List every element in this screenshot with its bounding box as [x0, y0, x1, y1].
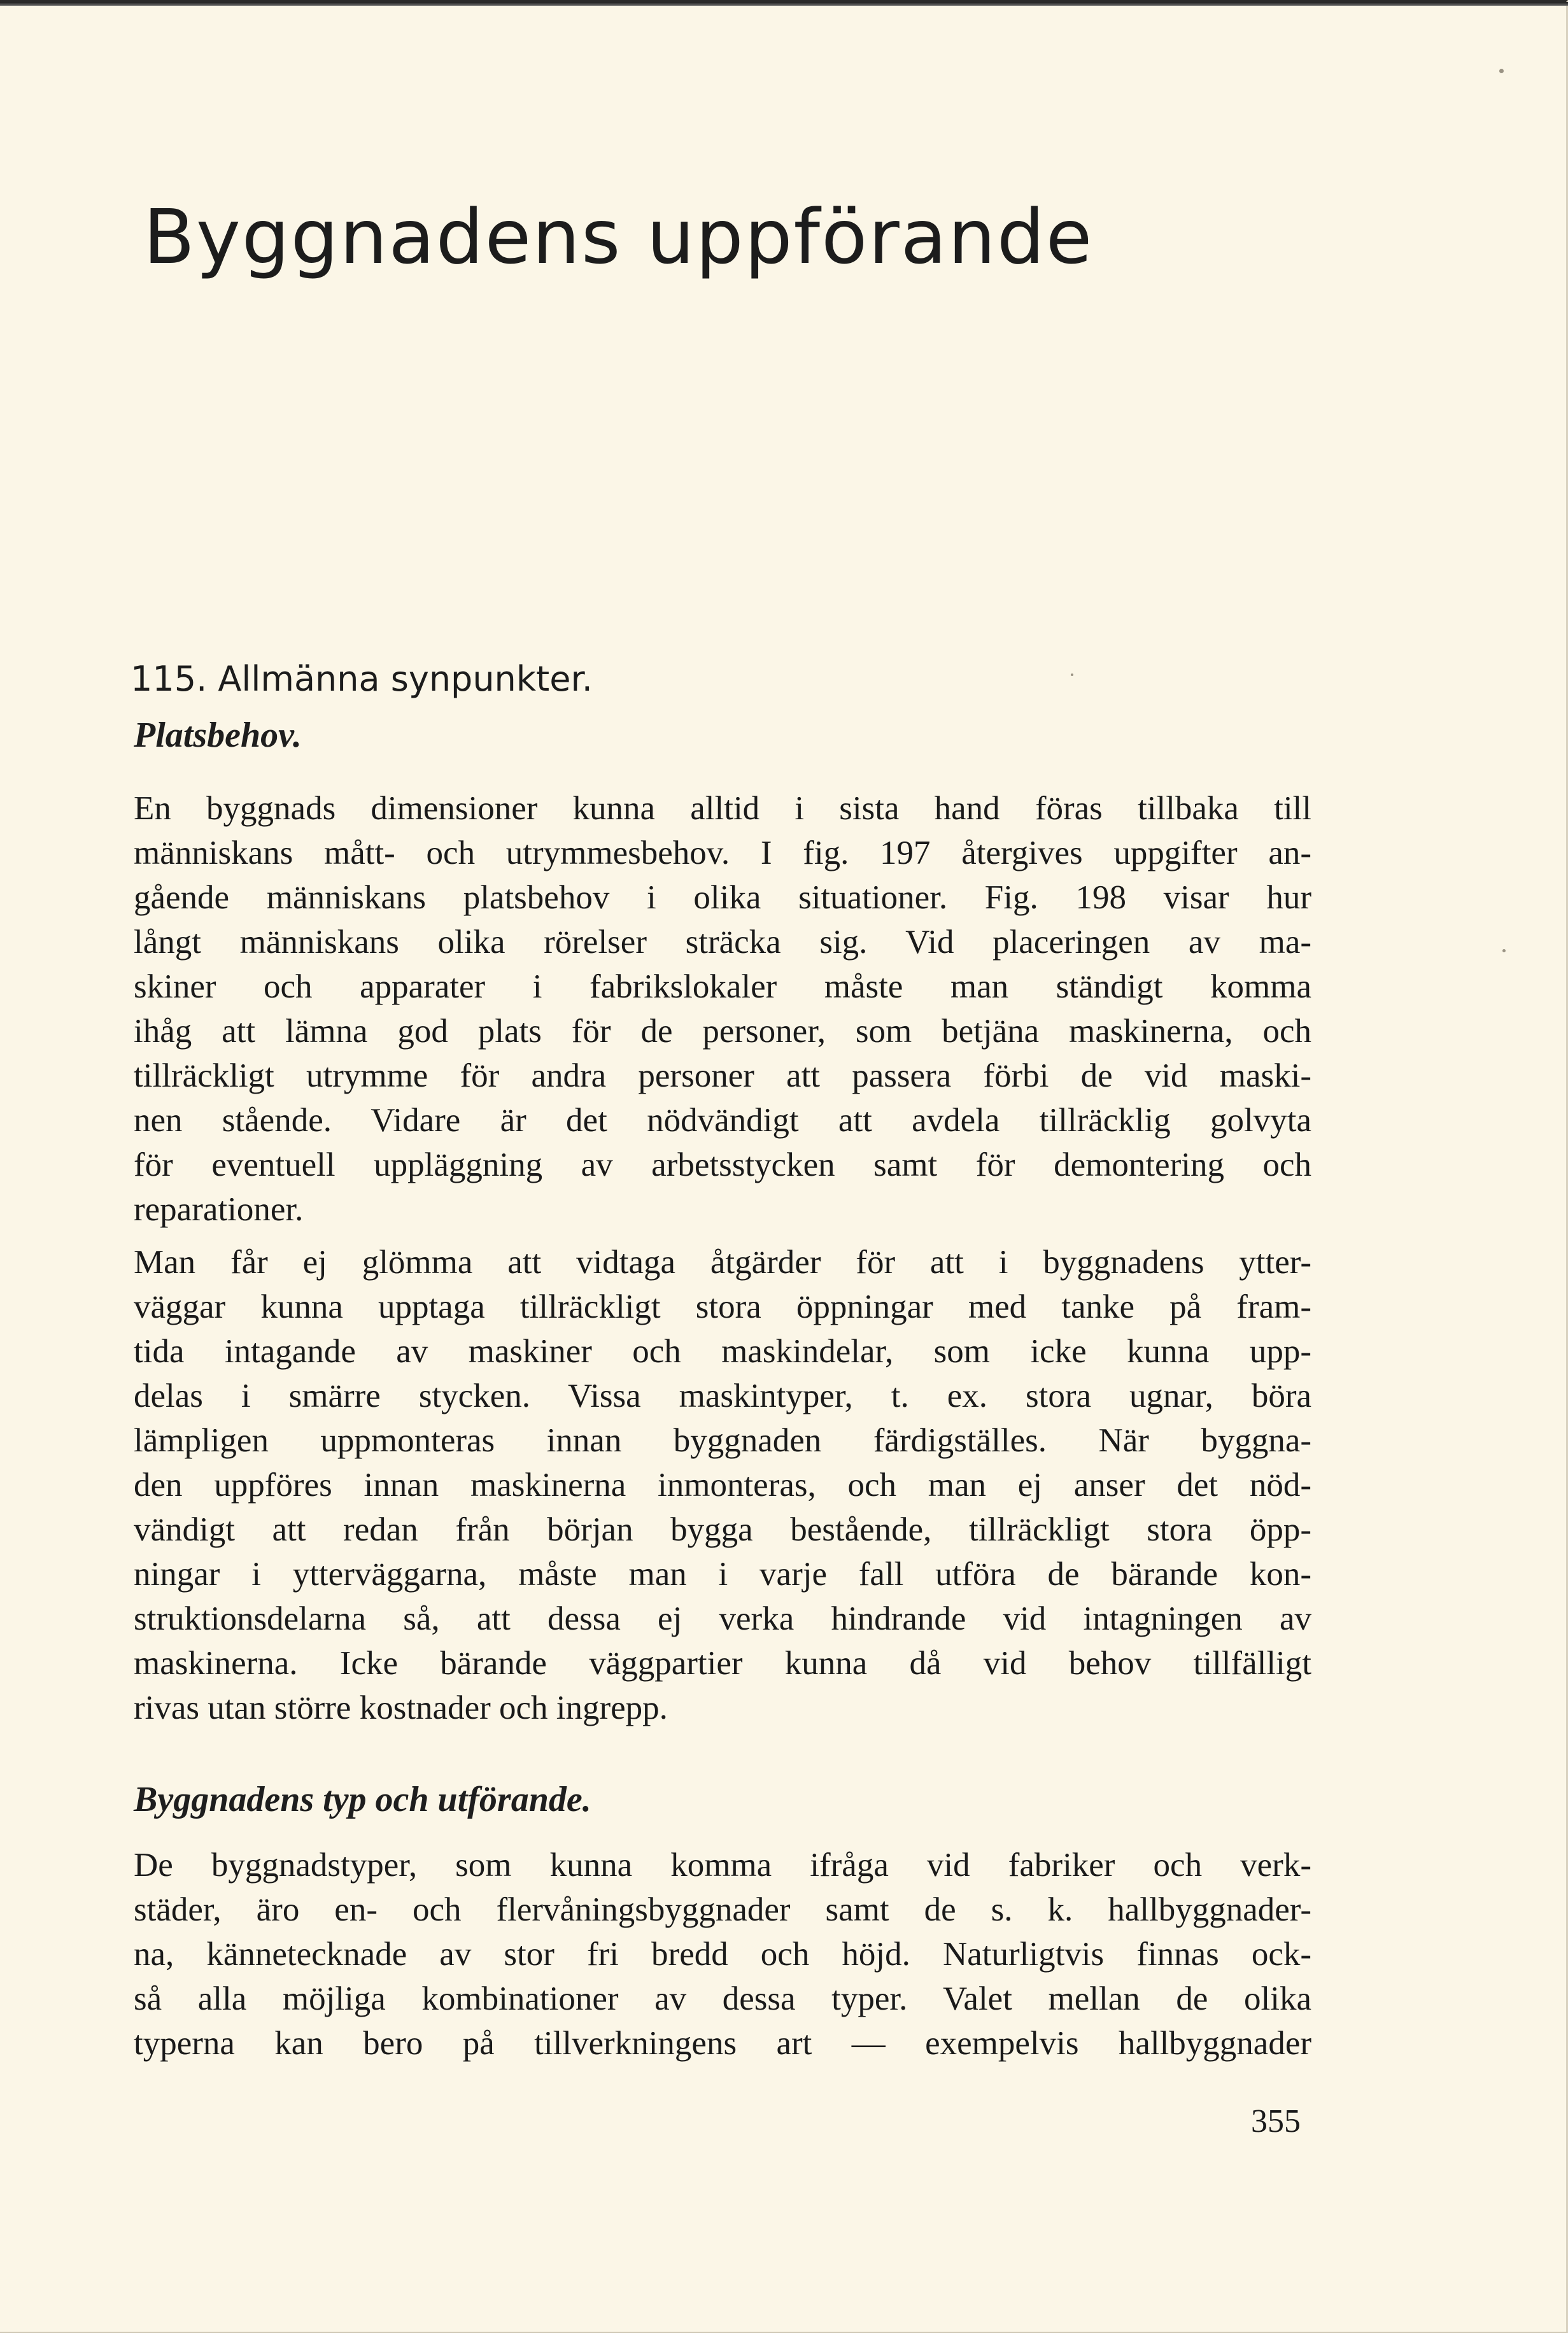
- text-line: tillräckligt utrymme för andra personer att passera förbi de vid maski-: [134, 1057, 1311, 1094]
- text-line: långt människans olika rörelser sträcka sig. Vid placeringen av ma-: [134, 924, 1311, 961]
- paper-speck: [1499, 69, 1504, 73]
- text-line: gående människans platsbehov i olika situationer. Fig. 198 visar hur: [134, 879, 1311, 916]
- text-line: nen stående. Vidare är det nödvändigt att avdela tillräcklig golvyta: [134, 1102, 1311, 1139]
- text-line: städer, äro en- och flervåningsbyggnader samt de s. k. hallbyggnader-: [134, 1891, 1311, 1928]
- paragraph-3: [134, 1843, 1311, 2066]
- text-line: reparationer.: [134, 1191, 304, 1228]
- text-line: En byggnads dimensioner kunna alltid i sista hand föras tillbaka till: [134, 790, 1311, 827]
- text-line: ningar i ytterväggarna, måste man i varje fall utföra de bärande kon-: [134, 1556, 1311, 1593]
- text-line: människans mått- och utrymmesbehov. I fig. 197 återgives uppgifter an-: [134, 835, 1311, 871]
- text-line: maskinerna. Icke bärande väggpartier kunna då vid behov tillfälligt: [134, 1645, 1311, 1682]
- text-line: så alla möjliga kombinationer av dessa typer. Valet mellan de olika: [134, 1980, 1311, 2017]
- text-line: delas i smärre stycken. Vissa maskintyper, t. ex. stora ugnar, böra: [134, 1378, 1311, 1414]
- text-line: väggar kunna upptaga tillräckligt stora öppningar med tanke på fram-: [134, 1288, 1311, 1325]
- subheading-byggnadens-typ: Byggnadens typ och utförande.: [134, 1780, 591, 1819]
- text-line: skiner och apparater i fabrikslokaler måste man ständigt komma: [134, 968, 1311, 1005]
- page-number: 355: [1251, 2103, 1301, 2139]
- text-line: De byggnadstyper, som kunna komma ifråga vid fabriker och verk-: [134, 1847, 1311, 1884]
- text-line: Man får ej glömma att vidtaga åtgärder för att i byggnadens ytter-: [134, 1244, 1311, 1281]
- scan-top-edge: [0, 2, 1568, 6]
- text-line: ihåg att lämna god plats för de personer, som betjäna maskinerna, och: [134, 1013, 1311, 1050]
- section-heading: 115. Allmänna synpunkter.: [131, 659, 593, 699]
- text-line: för eventuell uppläggning av arbetsstycken samt för demontering och: [134, 1146, 1311, 1183]
- text-line: vändigt att redan från början bygga bestående, tillräckligt stora öpp-: [134, 1511, 1311, 1548]
- text-line: den uppföres innan maskinerna inmonteras, och man ej anser det nöd-: [134, 1467, 1311, 1504]
- text-line: tida intagande av maskiner och maskindelar, som icke kunna upp-: [134, 1333, 1311, 1370]
- text-line: struktionsdelarna så, att dessa ej verka hindrande vid intagningen av: [134, 1600, 1311, 1637]
- paragraph-2: [134, 1240, 1311, 1730]
- paragraph-1: [134, 786, 1311, 1232]
- chapter-title: Byggnadens uppförande: [143, 193, 1094, 281]
- text-line: typerna kan bero på tillverkningens art — exempelvis hallbyggnader: [134, 2025, 1311, 2062]
- text-line: lämpligen uppmonteras innan byggnaden färdigställes. När byggna-: [134, 1422, 1311, 1459]
- subheading-platsbehov: Platsbehov.: [134, 715, 302, 755]
- paper-speck: [1502, 949, 1506, 952]
- text-line: rivas utan större kostnader och ingrepp.: [134, 1689, 668, 1726]
- text-line: na, kännetecknade av stor fri bredd och höjd. Naturligtvis finnas ock-: [134, 1936, 1311, 1973]
- paper-speck: [1071, 673, 1073, 676]
